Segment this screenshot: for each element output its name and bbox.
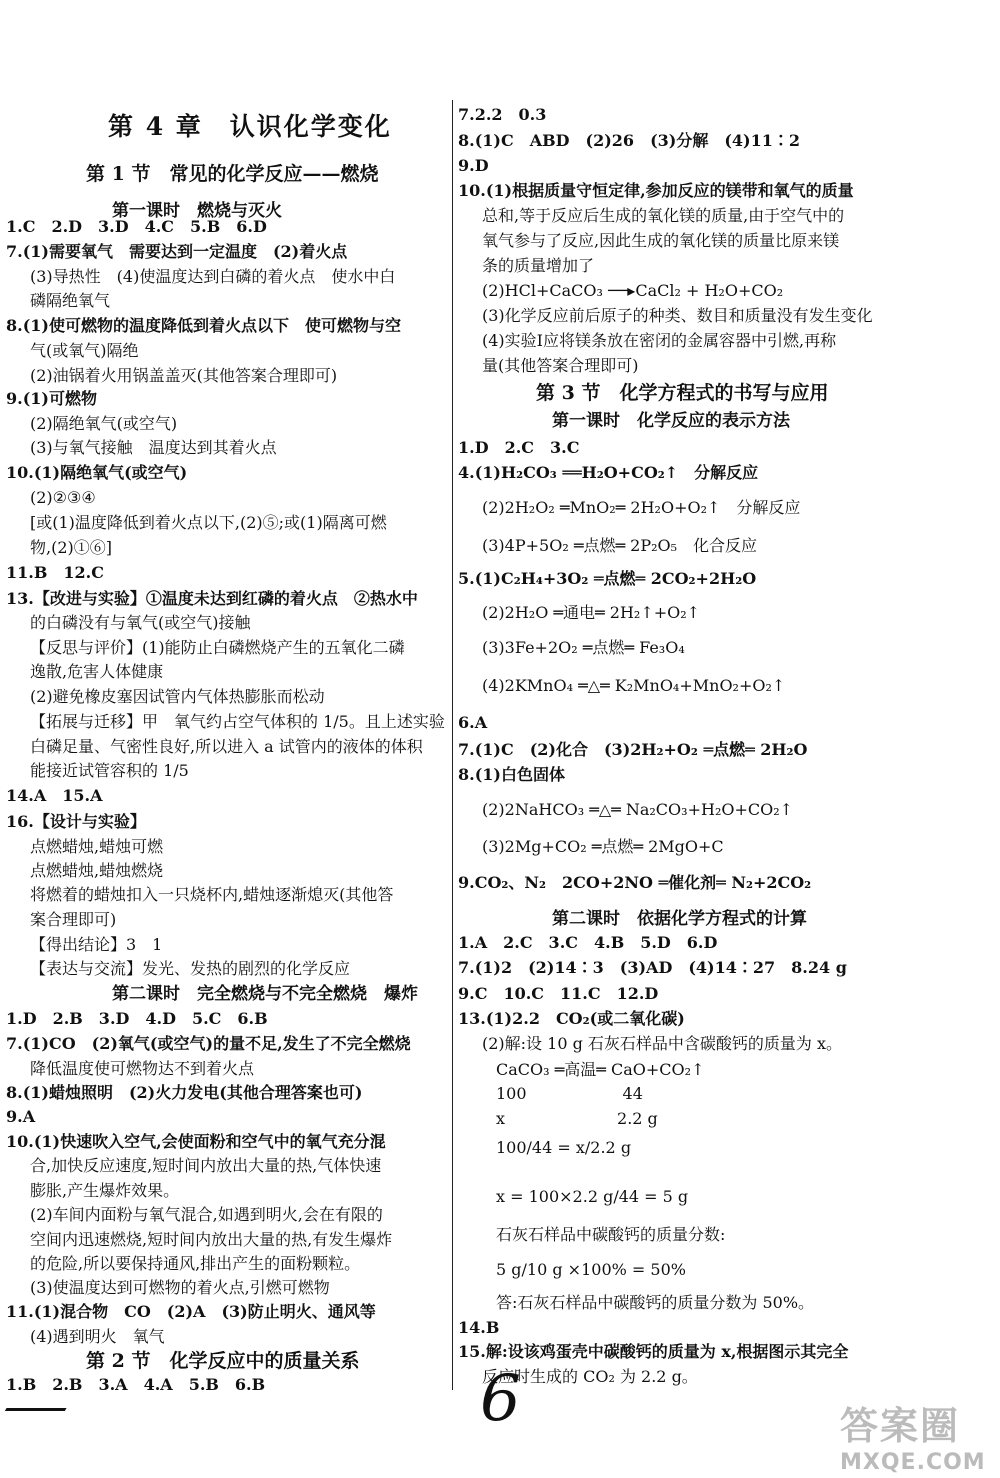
right-line: (3)3Fe+2O₂ ═点燃═ Fe₃O₄ <box>482 638 685 657</box>
left-line: 点燃蜡烛,蜡烛燃烧 <box>30 861 164 880</box>
right-line: 1.D 2.C 3.C <box>458 438 580 457</box>
left-line: 【得出结论】3 1 <box>30 935 163 954</box>
left-line: 10.(1)隔绝氧气(或空气) <box>6 463 188 482</box>
right-line: x = 100×2.2 g/44 = 5 g <box>496 1187 689 1206</box>
left-line: 1.B 2.B 3.A 4.A 5.B 6.B <box>6 1375 266 1394</box>
left-line: 磷隔绝氧气 <box>30 291 111 310</box>
right-line: 7.2.2 0.3 <box>458 105 547 124</box>
left-line: 能接近试管容积的 1/5 <box>30 761 189 780</box>
right-line: x 2.2 g <box>496 1109 658 1128</box>
left-line: 合,加快反应速度,短时间内放出大量的热,气体快速 <box>30 1156 382 1175</box>
right-line: 氧气参与了反应,因此生成的氧化镁的质量比原来镁 <box>482 231 840 250</box>
right-line: 第一课时 化学反应的表示方法 <box>552 411 790 431</box>
right-line: 总和,等于反应后生成的氧化镁的质量,由于空气中的 <box>482 206 845 225</box>
left-line: 第 2 节 化学反应中的质量关系 <box>86 1350 360 1372</box>
left-line: 将燃着的蜡烛扣入一只烧杯内,蜡烛逐渐熄灭(其他答 <box>30 885 394 904</box>
left-line: 9.A <box>6 1107 36 1126</box>
left-line: (3)与氧气接触 温度达到其着火点 <box>30 438 277 457</box>
right-line: 100 44 <box>496 1084 643 1103</box>
right-line: (3)化学反应前后原子的种类、数目和质量没有发生变化 <box>482 306 873 325</box>
left-line: 白磷足量、气密性良好,所以进入 a 试管内的液体的体积 <box>30 737 423 756</box>
right-line: (4)2KMnO₄ ═△═ K₂MnO₄+MnO₂+O₂↑ <box>482 676 786 695</box>
right-line: 9.CO₂、N₂ 2CO+2NO ═催化剂═ N₂+2CO₂ <box>458 873 812 892</box>
right-line: 5 g/10 g ×100% = 50% <box>496 1260 686 1279</box>
left-line: (3)使温度达到可燃物的着火点,引燃可燃物 <box>30 1278 330 1297</box>
left-line: 【拓展与迁移】甲 氧气约占空气体积的 1/5。且上述实验 <box>30 712 445 731</box>
left-line: 逸散,危害人体健康 <box>30 662 164 681</box>
right-line: 7.(1)C (2)化合 (3)2H₂+O₂ ═点燃═ 2H₂O <box>458 740 808 759</box>
left-line: 10.(1)快速吹入空气,会使面粉和空气中的氧气充分混 <box>6 1132 386 1151</box>
right-line: (3)4P+5O₂ ═点燃═ 2P₂O₅ 化合反应 <box>482 536 758 555</box>
right-line: (2)HCl+CaCO₃ ──▸CaCl₂ + H₂O+CO₂ <box>482 281 784 300</box>
right-line: 8.(1)C ABD (2)26 (3)分解 (4)11∶2 <box>458 131 801 150</box>
right-line: 15.解:设该鸡蛋壳中碳酸钙的质量为 x,根据图示其完全 <box>458 1342 849 1361</box>
left-line: 【反思与评价】(1)能防止白磷燃烧产生的五氧化二磷 <box>30 638 405 657</box>
left-line: 【表达与交流】发光、发热的剧烈的化学反应 <box>30 959 351 978</box>
left-line: 14.A 15.A <box>6 786 103 805</box>
watermark-title: 答案圈 <box>840 1404 961 1448</box>
right-line: CaCO₃ ═高温═ CaO+CO₂↑ <box>496 1060 705 1079</box>
left-line: 的白磷没有与氧气(或空气)接触 <box>30 613 251 632</box>
left-line: (4)遇到明火 氧气 <box>30 1327 165 1346</box>
right-line: 条的质量增加了 <box>482 256 595 275</box>
column-divider <box>452 100 453 1390</box>
left-line: 降低温度使可燃物达不到着火点 <box>30 1059 255 1078</box>
right-line: 第二课时 依据化学方程式的计算 <box>552 909 807 929</box>
right-line: (3)2Mg+CO₂ ═点燃═ 2MgO+C <box>482 837 724 856</box>
left-line: 物,(2)①⑥] <box>30 538 112 557</box>
left-line: 膨胀,产生爆炸效果。 <box>30 1181 180 1200</box>
left-line: (3)导热性 (4)使温度达到白磷的着火点 使水中白 <box>30 267 396 286</box>
left-line: 7.(1)需要氧气 需要达到一定温度 (2)着火点 <box>6 242 348 261</box>
page-number: 6 <box>480 1362 521 1436</box>
right-line: 4.(1)H₂CO₃ ══H₂O+CO₂↑ 分解反应 <box>458 463 759 482</box>
left-line: 的危险,所以要保持通风,排出产生的面粉颗粒。 <box>30 1254 361 1273</box>
left-line: 第一课时 燃烧与灭火 <box>112 201 282 221</box>
right-line: (2)2H₂O ═通电═ 2H₂↑+O₂↑ <box>482 603 701 622</box>
right-line: 反应时生成的 CO₂ 为 2.2 g。 <box>482 1367 698 1386</box>
left-line: 8.(1)使可燃物的温度降低到着火点以下 使可燃物与空 <box>6 316 401 335</box>
right-line: 100/44 = x/2.2 g <box>496 1138 632 1157</box>
left-line: 点燃蜡烛,蜡烛可燃 <box>30 837 164 856</box>
right-line: (2)2H₂O₂ ═MnO₂═ 2H₂O+O₂↑ 分解反应 <box>482 498 801 517</box>
left-line: 空间内迅速燃烧,短时间内放出大量的热,有发生爆炸 <box>30 1230 393 1249</box>
right-line: 1.A 2.C 3.C 4.B 5.D 6.D <box>458 933 718 952</box>
right-line: 14.B <box>458 1318 500 1337</box>
right-line: 8.(1)白色固体 <box>458 765 565 784</box>
right-line: 石灰石样品中碳酸钙的质量分数: <box>496 1225 726 1244</box>
right-line: 答:石灰石样品中碳酸钙的质量分数为 50%。 <box>496 1293 815 1312</box>
left-line: 气(或氧气)隔绝 <box>30 341 139 360</box>
right-line: 9.D <box>458 156 489 175</box>
footer-decoration <box>5 1400 71 1411</box>
left-line: (2)车间内面粉与氧气混合,如遇到明火,会在有限的 <box>30 1205 383 1224</box>
left-line: (2)避免橡皮塞因试管内气体热膨胀而松动 <box>30 687 325 706</box>
right-line: 9.C 10.C 11.C 12.D <box>458 984 659 1003</box>
left-line: 9.(1)可燃物 <box>6 389 97 408</box>
left-line: (2)油锅着火用锅盖盖灭(其他答案合理即可) <box>30 366 338 385</box>
right-line: (4)实验Ⅰ应将镁条放在密闭的金属容器中引燃,再称 <box>482 331 837 350</box>
left-line: (2)隔绝氧气(或空气) <box>30 414 178 433</box>
left-line: 13.【改进与实验】①温度未达到红磷的着火点 ②热水中 <box>6 589 418 608</box>
left-line: 7.(1)CO (2)氧气(或空气)的量不足,发生了不完全燃烧 <box>6 1034 411 1053</box>
right-line: 10.(1)根据质量守恒定律,参加反应的镁带和氧气的质量 <box>458 181 854 200</box>
right-line: (2)解:设 10 g 石灰石样品中含碳酸钙的质量为 x。 <box>482 1034 843 1053</box>
right-line: 6.A <box>458 713 488 732</box>
left-line: (2)②③④ <box>30 488 96 507</box>
left-line: 案合理即可) <box>30 910 117 929</box>
right-line: 5.(1)C₂H₄+3O₂ ═点燃═ 2CO₂+2H₂O <box>458 569 757 588</box>
left-line: 16.【设计与实验】 <box>6 812 146 831</box>
left-line: 第 1 节 常见的化学反应——燃烧 <box>86 163 379 185</box>
right-line: 7.(1)2 (2)14∶3 (3)AD (4)14∶27 8.24 g <box>458 958 847 977</box>
right-line: 第 3 节 化学方程式的书写与应用 <box>536 382 829 404</box>
watermark-logo <box>840 1395 990 1475</box>
left-line: 8.(1)蜡烛照明 (2)火力发电(其他合理答案也可) <box>6 1083 363 1102</box>
chapter-title: 第 4 章 认识化学变化 <box>108 112 392 141</box>
left-line: 第二课时 完全燃烧与不完全燃烧 爆炸 <box>112 984 418 1004</box>
right-line: (2)2NaHCO₃ ═△═ Na₂CO₃+H₂O+CO₂↑ <box>482 800 794 819</box>
right-line: 量(其他答案合理即可) <box>482 356 639 375</box>
left-line: 11.(1)混合物 CO (2)A (3)防止明火、通风等 <box>6 1302 376 1321</box>
left-line: 11.B 12.C <box>6 563 104 582</box>
left-line: 1.C 2.D 3.D 4.C 5.B 6.D <box>6 217 267 236</box>
left-line: 1.D 2.B 3.D 4.D 5.C 6.B <box>6 1009 268 1028</box>
right-line: 13.(1)2.2 CO₂(或二氧化碳) <box>458 1009 685 1028</box>
watermark-site: MXQE.COM <box>840 1450 986 1475</box>
left-line: [或(1)温度降低到着火点以下,(2)⑤;或(1)隔离可燃 <box>30 513 387 532</box>
